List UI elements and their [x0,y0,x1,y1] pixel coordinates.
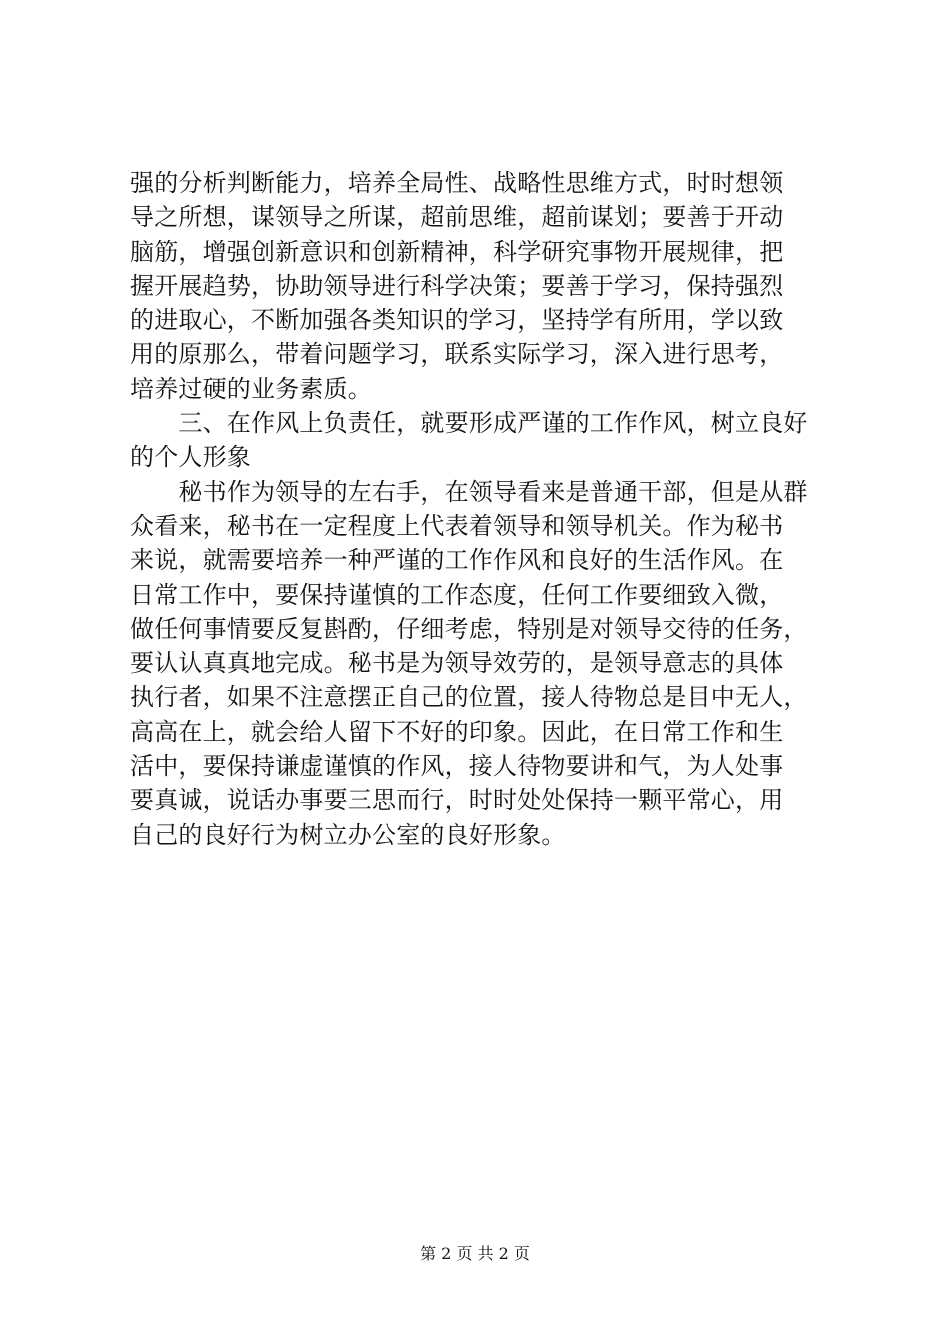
text-line: 脑筋，增强创新意识和创新精神，科学研究事物开展规律，把 [130,237,784,266]
text-line: 活中，要保持谦虚谨慎的作风，接人待物要讲和气，为人处事 [130,752,784,781]
text-line: 自己的良好行为树立办公室的良好形象。 [130,820,566,849]
text-line: 培养过硬的业务素质。 [130,374,372,403]
text-line: 做任何事情要反复斟酌，仔细考虑，特别是对领导交待的任务， [130,614,808,643]
body-text [130,166,830,852]
section-heading-line: 的个人形象 [130,443,251,472]
text-line: 用的原那么，带着问题学习，联系实际学习，深入进行思考， [130,340,784,369]
text-line: 秘书作为领导的左右手，在领导看来是普通干部，但是从群 [130,477,808,506]
text-line: 要认认真真地完成。秘书是为领导效劳的，是领导意志的具体 [130,649,784,678]
text-line: 来说，就需要培养一种严谨的工作作风和良好的生活作风。在 [130,546,784,575]
text-line: 众看来，秘书在一定程度上代表着领导和领导机关。作为秘书 [130,511,784,540]
text-line: 执行者，如果不注意摆正自己的位置，接人待物总是目中无人， [130,683,808,712]
text-line: 日常工作中，要保持谨慎的工作态度，任何工作要细致入微， [130,580,784,609]
text-line: 高高在上，就会给人留下不好的印象。因此，在日常工作和生 [130,717,784,746]
text-line: 握开展趋势，协助领导进行科学决策；要善于学习，保持强烈 [130,271,784,300]
section-heading-line: 三、在作风上负责任，就要形成严谨的工作作风，树立良好 [130,409,808,438]
text-line: 导之所想，谋领导之所谋，超前思维，超前谋划；要善于开动 [130,203,784,232]
text-line: 的进取心，不断加强各类知识的学习，坚持学有所用，学以致 [130,306,784,335]
text-line: 要真诚，说话办事要三思而行，时时处处保持一颗平常心，用 [130,786,784,815]
page-number-footer: 第 2 页 共 2 页 [420,1244,530,1263]
text-line: 强的分析判断能力，培养全局性、战略性思维方式，时时想领 [130,169,784,197]
